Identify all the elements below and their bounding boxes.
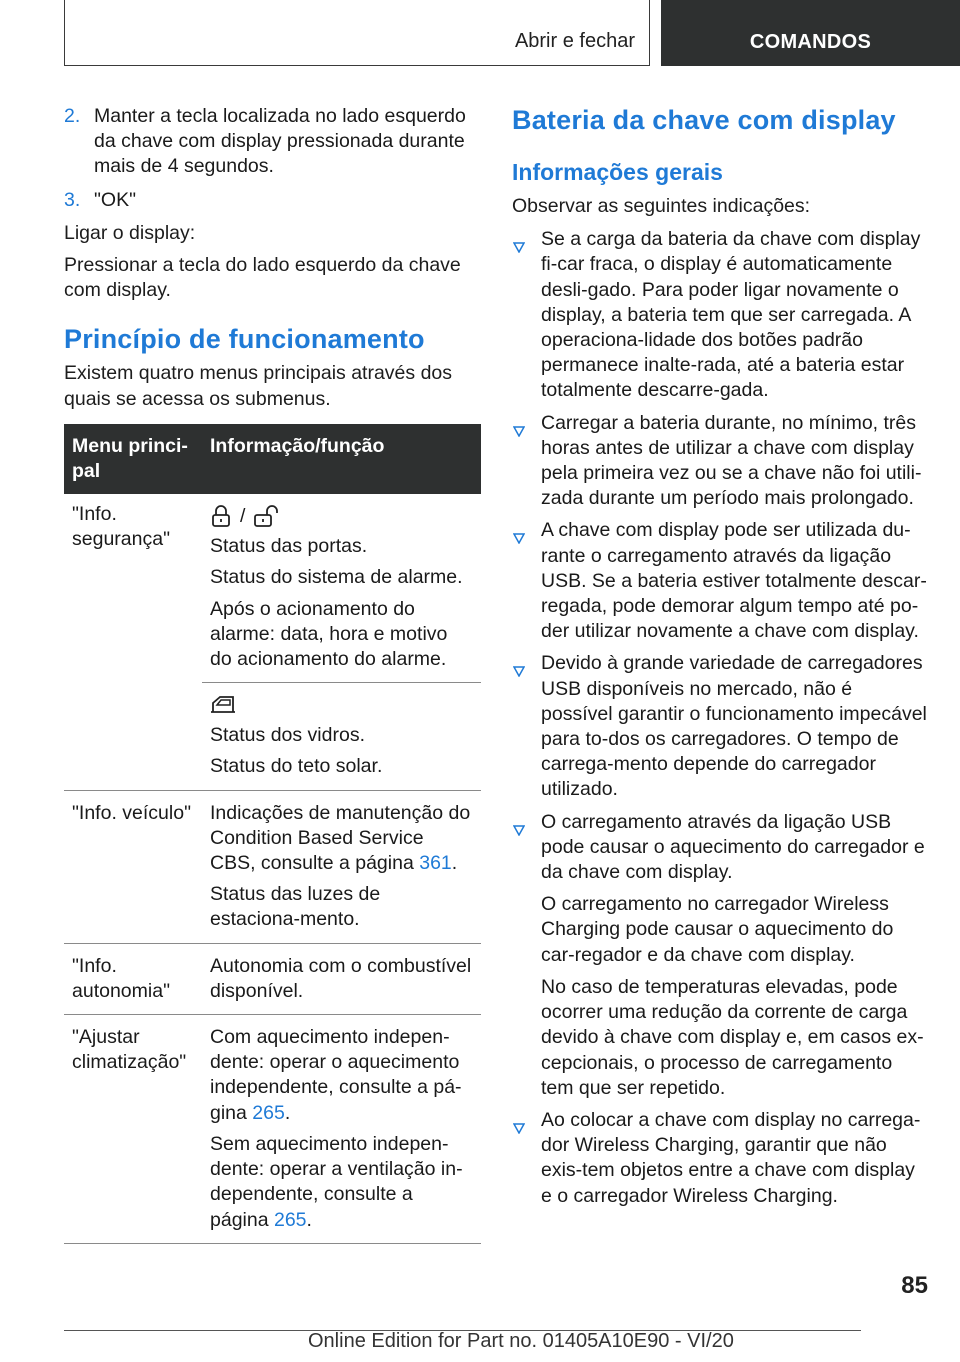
cbs-text: Indicações de manutenção do Condition Based Service CBS, consulte a página: [210, 801, 471, 875]
list-item: [512, 810, 928, 1101]
column-header-menu: Menu princi- pal: [72, 434, 188, 483]
info-text: Indicações de manutenção do Condition Based Service CBS, consulte a página 361.: [210, 801, 471, 875]
list-item: [512, 1108, 928, 1209]
bullet-triangle-icon: [512, 1108, 541, 1209]
bullet-text: O carregamento no carregador Wireless Charging pode causar o aquecimento do car-regador e da chave com display.: [541, 893, 894, 966]
info-text: Status do sistema de alarme.: [210, 566, 463, 589]
lock-icons: [210, 502, 473, 530]
vent-text: Sem aquecimento indepen-dente: operar a ventilação in-dependente, consulte a página: [210, 1132, 463, 1231]
table-row: [64, 1015, 481, 1244]
battery-heading: Bateria da chave com display: [512, 105, 896, 135]
info-cell: [202, 494, 481, 790]
header-chapter-label: COMANDOS: [749, 31, 872, 53]
bullet-text: Carregar a bateria durante, no mínimo, três horas antes de utilizar a chave com display pela primeira vez ou se a chave não foi utili-zada durante um período mais prolongado.: [541, 411, 922, 510]
menu-cell: "Ajustar climatização": [64, 1015, 202, 1244]
info-subsection: [202, 682, 481, 779]
bullet-triangle-icon: [512, 411, 541, 512]
info-text: Autonomia com o combustível disponível.: [210, 954, 472, 1002]
icon-separator: /: [240, 504, 246, 527]
info-text: Status do teto solar.: [210, 755, 383, 778]
bullet-text: A chave com display pode ser utilizada du-rante o carregamento através da ligação USB. Se a bateria estiver totalmente descar-regada, pode demorar algum tempo até po-der utilizar novamente a chave com display.: [541, 519, 927, 643]
principle-text: Existem quatro menus principais através dos quais se acessa os submenus.: [64, 362, 453, 410]
info-text: Com aquecimento indepen-dente: operar o aquecimento independente, consulte a pá-gina 265.: [210, 1026, 462, 1124]
intro-text: Observar as seguintes indicações:: [512, 195, 811, 217]
step-number: 2.: [64, 105, 81, 127]
step-item: [64, 104, 481, 180]
bullet-text: O carregamento através da ligação USB pode causar o aquecimento do carregador e da chave com display.: [541, 810, 925, 884]
table-row: [64, 494, 481, 790]
menu-table: [64, 424, 481, 1244]
car-window-icon: [210, 694, 236, 716]
bullet-triangle-icon: [512, 810, 541, 1101]
step-number: 3.: [64, 188, 81, 211]
table-row: [64, 790, 481, 943]
menu-cell: "Info. segurança": [64, 494, 202, 790]
left-column: [64, 104, 481, 1244]
list-item: [512, 518, 928, 644]
step-text: "OK": [94, 188, 137, 211]
principle-heading: Princípio de funcionamento: [64, 324, 425, 355]
turn-on-label: Ligar o display:: [64, 221, 196, 244]
menu-cell: "Info. autonomia": [64, 943, 202, 1014]
page-link-265[interactable]: 265: [252, 1101, 285, 1124]
menu-cell: "Info. veículo": [64, 790, 202, 943]
bullet-text: Ao colocar a chave com display no carrega-dor Wireless Charging, garantir que não exis-tem objetos entre a chave com display e o carregador Wireless Charging.: [541, 1108, 921, 1207]
heat-text: Com aquecimento indepen-dente: operar o aquecimento independente, consulte a pá-gina: [210, 1026, 462, 1124]
list-item: [512, 651, 928, 802]
info-cell: [202, 790, 481, 943]
header-section-tab: [64, 0, 650, 66]
header-section-label: Abrir e fechar: [514, 30, 635, 52]
info-text: Sem aquecimento indepen-dente: operar a ventilação in-dependente, consulte a página 265.: [210, 1132, 463, 1231]
right-column: [512, 104, 928, 1216]
page-number: 85: [901, 1272, 928, 1299]
bullet-text: Devido à grande variedade de carregadores USB disponíveis no mercado, não é possível garantir o funcionamento impecável para to-dos os carregadores. O tempo de carrega-mento depende do carregador utilizado.: [541, 652, 927, 801]
table-row: [64, 943, 481, 1014]
info-text: Status dos vidros.: [210, 724, 365, 747]
bullet-list: [512, 227, 928, 1209]
list-item: [512, 411, 928, 512]
lock-closed-icon: [210, 504, 232, 528]
info-cell: [202, 1015, 481, 1244]
table-header-row: [64, 424, 481, 494]
bullet-triangle-icon: [512, 227, 541, 403]
info-cell: [202, 943, 481, 1014]
info-text: Status das portas.: [210, 535, 368, 558]
turn-on-text: Pressionar a tecla do lado esquerdo da chave com display.: [64, 254, 461, 302]
column-header-info: Informação/função: [210, 434, 385, 457]
bullet-triangle-icon: [512, 651, 541, 802]
general-info-heading: Informações gerais: [512, 159, 723, 185]
page-link-265[interactable]: 265: [273, 1208, 307, 1231]
header-chapter-tab: [661, 0, 960, 66]
lock-open-icon: [253, 504, 279, 528]
step-item: [64, 188, 481, 213]
info-text: Após o acionamento do alarme: data, hora e motivo do acionamento do alarme.: [210, 597, 448, 671]
step-text: Manter a tecla localizada no lado esquerdo da chave com display pressionada durante mais de 4 segundos.: [94, 105, 466, 178]
window-icons: [210, 691, 473, 719]
bullet-triangle-icon: [512, 518, 541, 644]
footer-edition: Online Edition for Part no. 01405A10E90 - VI/20: [308, 1330, 734, 1352]
bullet-text: Se a carga da bateria da chave com display fi-car fraca, o display é automaticamente desli-gado. Para poder ligar novamente o display, a bateria tem que ser carregada. A operaciona-lidade dos botões padrão permanece inalte-rada, até a bateria estar totalmente descarre-gada.: [541, 228, 921, 402]
info-text: Status das luzes de estaciona-mento.: [210, 883, 381, 931]
bullet-text: No caso de temperaturas elevadas, pode ocorrer uma redução da corrente de carga devido à chave com display e, em casos ex-cepcionais, o processo de carregamento tem que ser repetido.: [541, 975, 924, 1099]
page-link-361[interactable]: 361: [419, 852, 452, 875]
list-item: [512, 227, 928, 403]
